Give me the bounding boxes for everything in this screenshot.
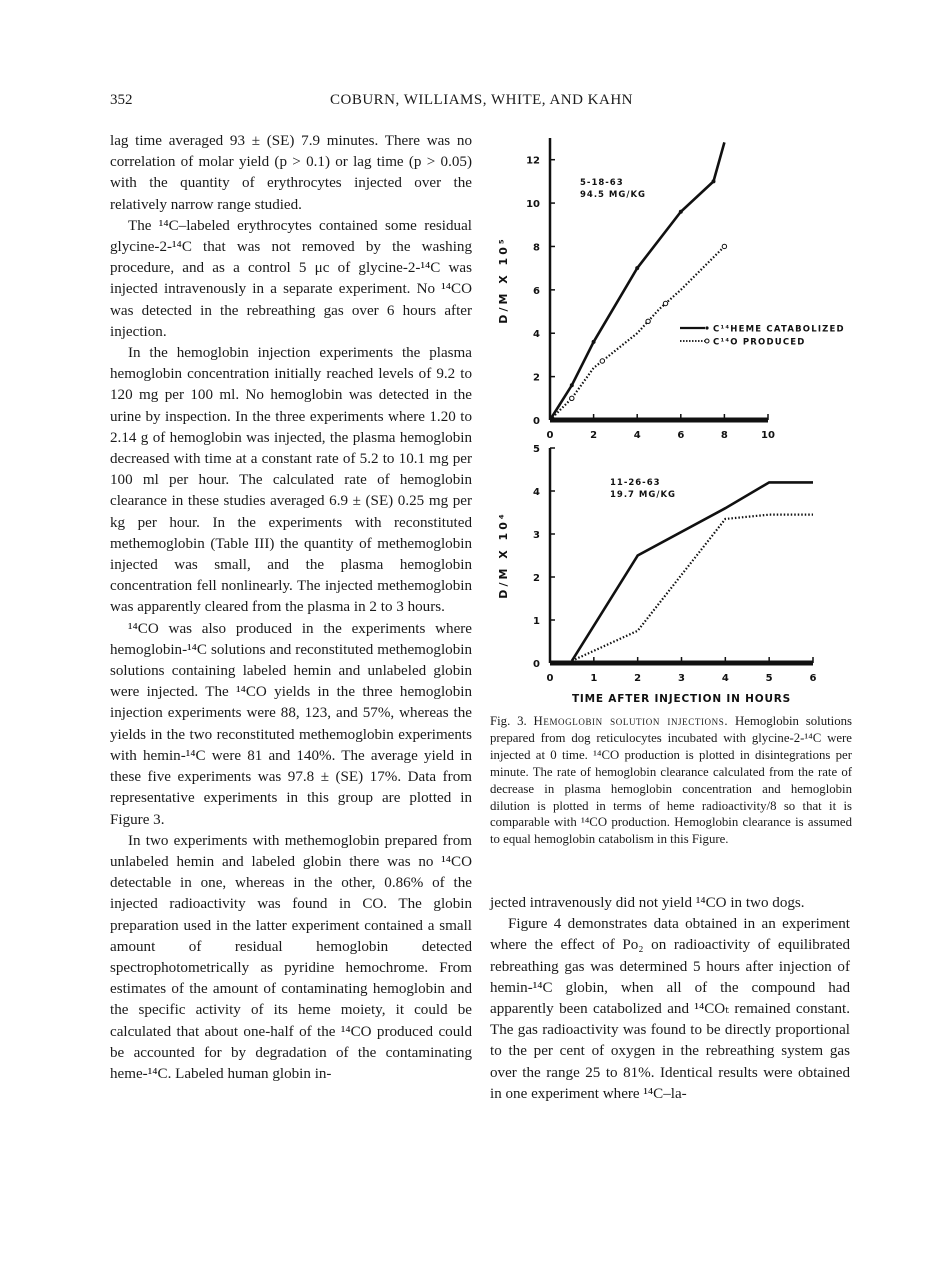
x-tick-label: 4 — [633, 430, 641, 441]
x-tick-label: 10 — [761, 430, 775, 441]
data-point — [570, 383, 574, 387]
data-point — [679, 210, 683, 214]
y-tick-label: 5 — [533, 444, 540, 455]
y-tick-label: 4 — [533, 487, 540, 498]
data-point — [646, 319, 650, 323]
x-tick-label: 8 — [720, 430, 728, 441]
series-line-heme-catabolized — [572, 482, 813, 660]
x-tick-label: 4 — [721, 673, 729, 684]
chart-annotation: 19.7 MG/KG — [610, 490, 677, 500]
figure-3-charts — [495, 130, 855, 710]
paragraph: In the hemoglobin injection experiments the plasma hemoglobin concentration initially reached levels of 9.2 to 120 mg per 100 ml. No hemoglobin was detected in the urine by inspection. In the three experiments where 1.20 to 2.14 g of hemoglobin was injected, the plasma hemoglobin decreased with time at a constant rate of 5.2 to 10.1 mg per 100 ml per hour. The calculated rate of hemoglobin clearance in these studies averaged 6.9 ± (SE) 0.25 mg per kg per hour. In the experiments with reconstituted methemoglobin (Table III) the quantity of methemoglobin injected was small, and the plasma hemoglobin concentration fell nonlinearly. The injected methemoglobin was apparently cleared from the plasma in 2 to 3 hours. — [110, 345, 472, 616]
figure-caption — [490, 713, 852, 848]
paragraph: jected intravenously did not yield ¹⁴CO in two dogs. — [490, 895, 805, 911]
data-point — [663, 301, 667, 305]
series-line-co-produced — [550, 246, 724, 420]
paragraph: Figure 4 demonstrates data obtained in an experiment where the effect of Po₂ on radioactivity of equilibrated rebreathing gas was determined 5 hours after injection of hemin-¹⁴C globin, when all of the compound had apparently been catabolized and ¹⁴COₜ remained constant. The gas radioactivity was found to be directly proportional to the per cent of oxygen in the rebreathing system gas over the range 25 to 81%. Identical results were obtained in one experiment where ¹⁴C–la- — [490, 916, 850, 1102]
paragraph: The ¹⁴C–labeled erythrocytes contained some residual glycine-2-¹⁴C that was not removed by the washing procedure, and as a control 5 μc of glycine-2-¹⁴C was injected intravenously in a separate experiment. No ¹⁴CO was detected in the rebreathing gas over 6 hours after injection. — [110, 217, 472, 340]
chart-annotation: 94.5 MG/KG — [580, 190, 647, 200]
x-tick-label: 0 — [546, 673, 554, 684]
page-number: 352 — [110, 92, 133, 108]
x-tick-label: 6 — [677, 430, 685, 441]
y-tick-label: 3 — [533, 530, 540, 541]
legend-label: C¹⁴O PRODUCED — [713, 337, 806, 348]
x-tick-label: 0 — [546, 430, 554, 441]
chart-annotation: 5-18-63 — [580, 178, 624, 188]
left-column — [110, 131, 472, 1085]
y-tick-label: 4 — [533, 329, 540, 341]
figure-caption-text: Hemoglobin solutions prepared from dog reticulocytes incubated with glycine-2-¹⁴C were injected at 0 time. ¹⁴CO production is plotted in disintegrations per minute. The rate of hemoglobin clearance calculated from the rate of decrease in plasma hemoglobin concentration and hemoglobin dilution is plotted in terms of heme radioactivity/8 so that it is comparable with ¹⁴CO production. Hemoglobin clearance is assumed to equal hemoglobin catabolism in this Figure. — [490, 714, 852, 847]
data-point — [712, 179, 716, 183]
paragraph: ¹⁴CO was also produced in the experiments where hemoglobin-¹⁴C solutions and reconstituted methemoglobin solutions containing labeled hemin and unlabeled globin were injected. The ¹⁴CO yields in the three hemoglobin injection experiments were 88, 123, and 57%, whereas the yields in the two reconstituted methemoglobin experiments with hemin-¹⁴C were 81 and 140%. The average yield in these five experiments was 97.8 ± (SE) 17%. Data from representative experiments in this group are plotted in Figure 3. — [110, 620, 472, 828]
legend-label: C¹⁴HEME CATABOLIZED — [713, 324, 845, 335]
data-point — [722, 244, 726, 248]
right-column — [490, 893, 850, 1105]
y-tick-label: 12 — [526, 155, 540, 167]
y-tick-label: 0 — [533, 416, 540, 427]
data-point — [592, 340, 596, 344]
y-tick-label: 8 — [533, 242, 540, 254]
x-tick-label: 1 — [590, 673, 598, 684]
x-tick-label: 6 — [809, 673, 817, 684]
x-tick-label: 2 — [590, 430, 598, 441]
data-point — [635, 266, 639, 270]
series-line-heme-catabolized — [550, 142, 724, 420]
y-tick-label: 2 — [533, 372, 540, 384]
figure-label: Fig. 3. — [490, 714, 527, 728]
running-head: COBURN, WILLIAMS, WHITE, AND KAHN — [330, 92, 634, 108]
data-point — [600, 359, 604, 363]
y-axis-label: D/M X 10⁴ — [497, 511, 510, 599]
x-tick-label: 5 — [765, 673, 773, 684]
y-tick-label: 10 — [526, 199, 540, 211]
y-tick-label: 6 — [533, 285, 540, 297]
y-axis-label: D/M X 10⁵ — [497, 236, 510, 324]
x-tick-label: 3 — [678, 673, 685, 684]
x-tick-label: 2 — [634, 673, 642, 684]
x-axis-label: TIME AFTER INJECTION IN HOURS — [571, 693, 792, 705]
chart-annotation: 11-26-63 — [610, 478, 661, 488]
legend-marker — [705, 326, 708, 329]
y-tick-label: 0 — [533, 659, 540, 670]
paragraph: In two experiments with methemoglobin prepared from unlabeled hemin and labeled globin there was no ¹⁴CO detectable in one, whereas in the other, 0.86% of the injected radioactivity was found in CO. The globin preparation used in the latter experiment contained a small amount of residual hemoglobin detected spectrophotometrically as pyridine hemochrome. From estimates of the amount of contaminating hemoglobin and the specific activity of its heme moiety, it could be calculated that about one-half of the ¹⁴CO produced could be accounted for by degradation of the contaminating heme-¹⁴C. Labeled human globin in- — [110, 832, 472, 1082]
data-point — [570, 396, 574, 400]
paragraph: lag time averaged 93 ± (SE) 7.9 minutes. There was no correlation of molar yield (p > 0.1) or lag time (p > 0.05) with the quantity of erythrocytes injected over the relatively narrow range studied. — [110, 133, 472, 213]
y-tick-label: 2 — [533, 573, 540, 584]
series-line-co-produced — [572, 515, 813, 661]
y-tick-label: 1 — [533, 616, 540, 627]
figure-title: Hemoglobin solution injections. — [533, 714, 729, 728]
legend-marker — [705, 339, 709, 343]
